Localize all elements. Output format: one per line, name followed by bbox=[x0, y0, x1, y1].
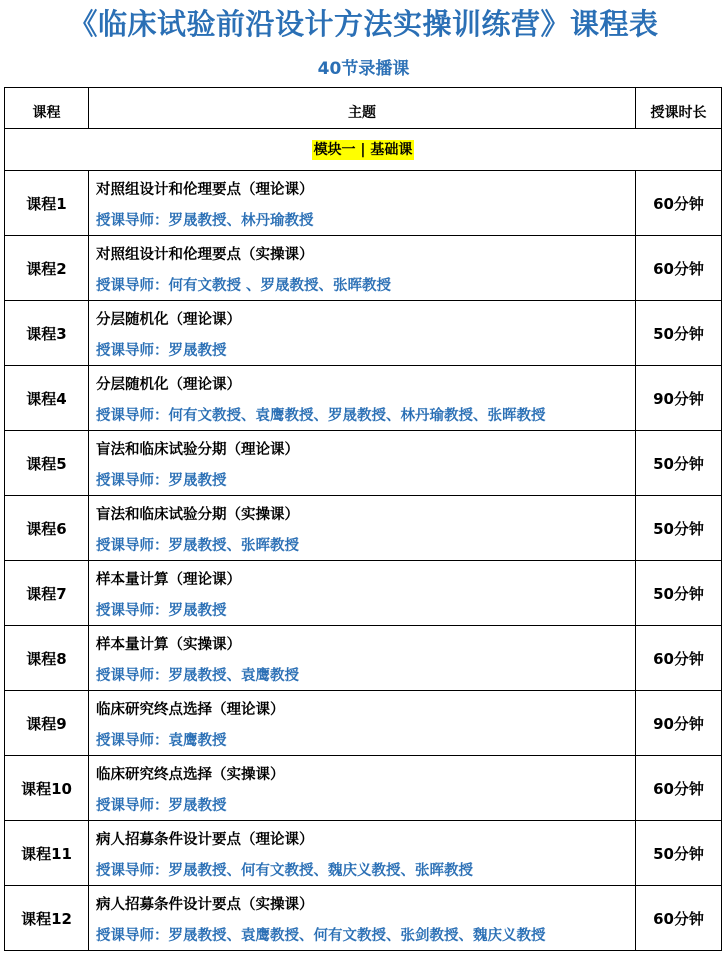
table-row bbox=[5, 236, 722, 301]
course-duration: 50分钟 bbox=[636, 496, 722, 561]
table-row bbox=[5, 691, 722, 756]
course-number: 课程12 bbox=[5, 886, 89, 951]
course-topic-cell bbox=[89, 496, 636, 561]
course-number: 课程9 bbox=[5, 691, 89, 756]
course-topic-cell bbox=[89, 821, 636, 886]
course-topic-cell bbox=[89, 236, 636, 301]
course-duration: 60分钟 bbox=[636, 171, 722, 236]
header-course: 课程 bbox=[5, 88, 89, 129]
header-topic: 主题 bbox=[89, 88, 636, 129]
course-number: 课程10 bbox=[5, 756, 89, 821]
page-subtitle: 40节录播课 bbox=[317, 59, 410, 79]
course-topic: 盲法和临床试验分期（理论课） bbox=[96, 442, 299, 458]
course-teacher: 授课导师：罗晟教授 bbox=[96, 603, 227, 619]
course-number: 课程6 bbox=[5, 496, 89, 561]
course-topic-cell bbox=[89, 366, 636, 431]
course-duration: 50分钟 bbox=[636, 431, 722, 496]
schedule-table bbox=[4, 87, 722, 951]
course-duration: 50分钟 bbox=[636, 821, 722, 886]
course-duration: 50分钟 bbox=[636, 561, 722, 626]
course-topic: 对照组设计和伦理要点（实操课） bbox=[96, 247, 314, 263]
course-number: 课程5 bbox=[5, 431, 89, 496]
course-topic-cell bbox=[89, 691, 636, 756]
course-number: 课程8 bbox=[5, 626, 89, 691]
header-row bbox=[5, 88, 722, 129]
course-teacher: 授课导师：罗晟教授 bbox=[96, 343, 227, 359]
course-number: 课程3 bbox=[5, 301, 89, 366]
course-topic-cell bbox=[89, 171, 636, 236]
page-title: 《临床试验前沿设计方法实操训练营》课程表 bbox=[68, 7, 659, 41]
course-topic: 分层随机化（理论课） bbox=[96, 312, 241, 328]
course-teacher: 授课导师：罗晟教授 bbox=[96, 473, 227, 489]
course-topic: 病人招募条件设计要点（理论课） bbox=[96, 832, 314, 848]
course-topic-cell bbox=[89, 431, 636, 496]
course-number: 课程11 bbox=[5, 821, 89, 886]
course-number: 课程4 bbox=[5, 366, 89, 431]
course-topic: 样本量计算（实操课） bbox=[96, 637, 241, 653]
course-topic-cell bbox=[89, 561, 636, 626]
module-cell bbox=[5, 129, 722, 171]
course-number: 课程2 bbox=[5, 236, 89, 301]
course-teacher: 授课导师：罗晟教授、林丹瑜教授 bbox=[96, 213, 314, 229]
course-topic-cell bbox=[89, 626, 636, 691]
course-duration: 60分钟 bbox=[636, 626, 722, 691]
course-duration: 90分钟 bbox=[636, 366, 722, 431]
table-row bbox=[5, 431, 722, 496]
table-row bbox=[5, 626, 722, 691]
table-row bbox=[5, 366, 722, 431]
course-topic: 分层随机化（理论课） bbox=[96, 377, 241, 393]
table-row bbox=[5, 821, 722, 886]
course-duration: 60分钟 bbox=[636, 756, 722, 821]
module-row bbox=[5, 129, 722, 171]
course-topic: 病人招募条件设计要点（实操课） bbox=[96, 897, 314, 913]
table-row bbox=[5, 496, 722, 561]
course-topic-cell bbox=[89, 756, 636, 821]
course-topic: 临床研究终点选择（理论课） bbox=[96, 702, 285, 718]
table-row bbox=[5, 886, 722, 951]
table-row bbox=[5, 561, 722, 626]
course-teacher: 授课导师：何有文教授、袁鹰教授、罗晟教授、林丹瑜教授、张晖教授 bbox=[96, 408, 546, 424]
table-row bbox=[5, 171, 722, 236]
course-teacher: 授课导师：何有文教授 、罗晟教授、张晖教授 bbox=[96, 278, 392, 294]
course-duration: 50分钟 bbox=[636, 301, 722, 366]
course-number: 课程1 bbox=[5, 171, 89, 236]
course-teacher: 授课导师：罗晟教授、张晖教授 bbox=[96, 538, 299, 554]
course-teacher: 授课导师：罗晟教授、袁鹰教授、何有文教授、张剑教授、魏庆义教授 bbox=[96, 928, 546, 944]
course-duration: 60分钟 bbox=[636, 886, 722, 951]
course-teacher: 授课导师：罗晟教授 bbox=[96, 798, 227, 814]
course-topic-cell bbox=[89, 301, 636, 366]
course-topic: 临床研究终点选择（实操课） bbox=[96, 767, 285, 783]
course-duration: 60分钟 bbox=[636, 236, 722, 301]
course-topic: 盲法和临床试验分期（实操课） bbox=[96, 507, 299, 523]
course-topic-cell bbox=[89, 886, 636, 951]
course-number: 课程7 bbox=[5, 561, 89, 626]
course-topic: 对照组设计和伦理要点（理论课） bbox=[96, 182, 314, 198]
course-teacher: 授课导师：罗晟教授、何有文教授、魏庆义教授、张晖教授 bbox=[96, 863, 473, 879]
course-teacher: 授课导师：袁鹰教授 bbox=[96, 733, 227, 749]
header-duration: 授课时长 bbox=[636, 88, 722, 129]
course-duration: 90分钟 bbox=[636, 691, 722, 756]
course-teacher: 授课导师：罗晟教授、袁鹰教授 bbox=[96, 668, 299, 684]
module-label: 模块一 | 基础课 bbox=[313, 142, 413, 158]
table-row bbox=[5, 756, 722, 821]
course-topic: 样本量计算（理论课） bbox=[96, 572, 241, 588]
table-row bbox=[5, 301, 722, 366]
